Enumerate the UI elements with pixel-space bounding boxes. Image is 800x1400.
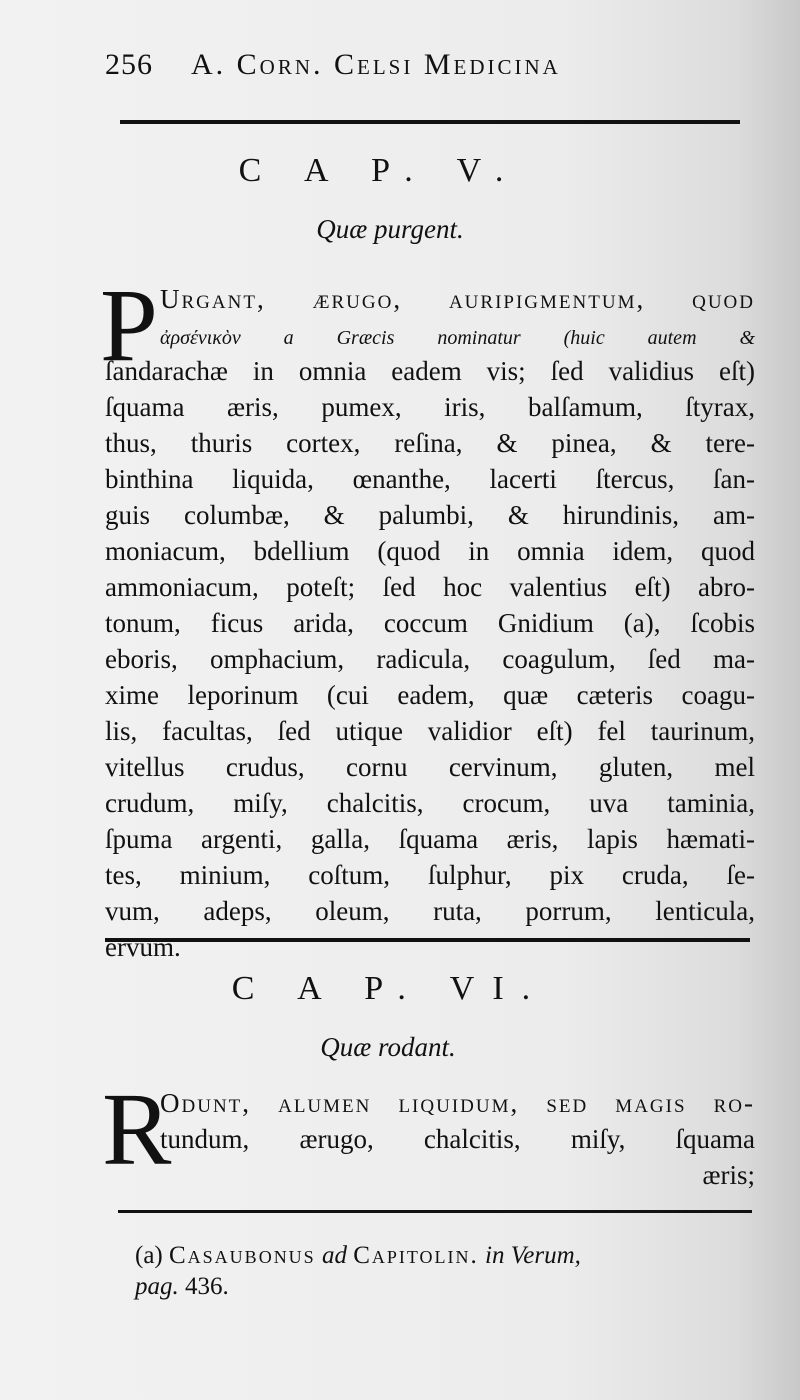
text-line: ammoniacum, poteſt; ſed hoc valentius eſt) abro- [105,572,755,602]
footnote-in-verum: in Verum, [485,1242,581,1269]
greek-word: ἀρσένικὸν a Græcis nominatur (huic autem & [160,327,755,349]
footnote-marker: (a) [135,1242,163,1269]
chapter-divider-rule [105,938,750,942]
footnote-page: 436. [185,1273,229,1301]
text-line: moniacum, bdellium (quod in omnia idem, quod [105,536,755,566]
chapter-subtitle: Quæ rodant. [320,1032,456,1062]
text-line: tes, minium, coſtum, ſulphur, pix cruda, ſe- [105,860,755,890]
drop-capital: P [100,268,158,383]
text-line: vum, adeps, oleum, ruta, porrum, lenticula, [105,896,755,926]
text-line: ſandarachæ in omnia eadem vis; ſed validius eſt) [105,356,755,386]
footnote [135,1240,755,1303]
footnote-pag: pag. [135,1273,179,1301]
text-line: xime leporinum (cui eadem, quæ cæteris coagu- [105,680,755,710]
text-line: crudum, miſy, chalcitis, crocum, uva taminia, [105,788,755,818]
text-line: æris; [702,1160,755,1190]
text-line: tundum, ærugo, chalcitis, miſy, ſquama [160,1124,755,1154]
text-line [160,322,755,349]
page-number: 256 [105,48,153,81]
chapter-heading: C A P. V. [238,152,522,189]
text-line: binthina liquida, œnanthe, lacerti ſtercus, ſan- [105,464,755,494]
text-line: vitellus crudus, cornu cervinum, gluten, mel [105,752,755,782]
text-line: ſpuma argenti, galla, ſquama æris, lapis hæmati- [105,824,755,854]
text-line: eboris, omphacium, radicula, coagulum, ſed ma- [105,644,755,674]
header-rule [120,120,740,124]
text-line: thus, thuris cortex, reſina, & pinea, & tere- [105,428,755,458]
text-line: Odunt, alumen liquidum, ſed magis ro- [160,1088,755,1118]
text-line: tonum, ficus arida, coccum Gnidium (a), ſcobis [105,608,755,638]
text-line: guis columbæ, & palumbi, & hirundinis, am- [105,500,755,530]
text-line: Urgant, ærugo, auripigmentum, quod [160,284,755,314]
chapter-heading: C A P. VI. [231,970,549,1007]
drop-capital: R [102,1072,172,1187]
text-line: ſquama æris, pumex, iris, balſamum, ſtyrax, [105,392,755,422]
text-line: ervum. [105,932,181,962]
footnote-author: Casaubonus [169,1242,316,1269]
text-line: lis, facultas, ſed utique validior eſt) fel taurinum, [105,716,755,746]
page-header [105,48,705,88]
chapter-subtitle: Quæ purgent. [316,214,464,244]
running-title: A. Corn. Celsi Medicina [191,48,561,81]
footnote-work: Capitolin. [353,1242,479,1269]
footnote-ad: ad [321,1242,347,1269]
footnote-rule [118,1210,752,1213]
